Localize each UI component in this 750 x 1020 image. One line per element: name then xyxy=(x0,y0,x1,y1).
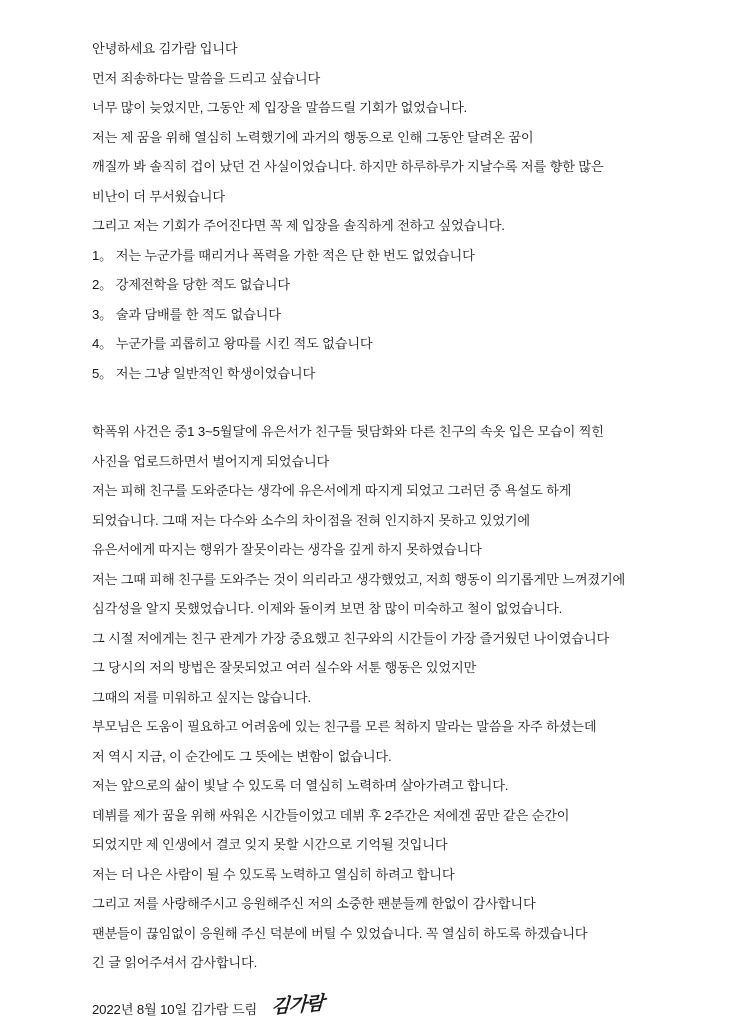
list-item: 1。 저는 누군가를 때리거나 폭력을 가한 적은 단 한 번도 없었습니다 xyxy=(92,247,475,263)
intro-line: 그리고 저는 기회가 주어진다면 꼭 제 입장을 솔직하게 전하고 싶었습니다. xyxy=(92,218,505,233)
intro-paragraph xyxy=(92,34,690,241)
body-line: 그 시절 저에게는 친구 관계가 가장 중요했고 친구와의 시간들이 가장 즐거웠던 나이였습니다 xyxy=(92,630,610,646)
signoff-row xyxy=(92,992,690,1020)
body-line: 되었습니다. 그때 저는 다수와 소수의 차이점을 전혀 인지하지 못하고 있었기에 xyxy=(92,512,530,528)
intro-line: 깨질까 봐 솔직히 겁이 났던 건 사실이었습니다. 하지만 하루하루가 지날수록 저를 향한 많은 xyxy=(92,159,604,174)
body-line: 그 당시의 저의 방법은 잘못되었고 여러 실수와 서툰 행동은 있었지만 xyxy=(92,660,477,675)
body-line: 데뷔를 제가 꿈을 위해 싸워온 시간들이었고 데뷔 후 2주간은 저에겐 꿈만 같은 순간이 xyxy=(92,807,570,823)
body-line: 저 역시 지금, 이 순간에도 그 뜻에는 변함이 없습니다. xyxy=(92,748,392,764)
signoff-spacer xyxy=(92,978,690,994)
list-item: 5。 저는 그냥 일반적인 학생이었습니다 xyxy=(92,365,316,381)
intro-line: 안녕하세요 김가람 입니다 xyxy=(92,41,238,56)
intro-line: 비난이 더 무서웠습니다 xyxy=(92,188,225,204)
body-line: 사진을 업로드하면서 벌어지게 되었습니다 xyxy=(92,453,330,469)
signoff-date: 2022년 8월 10일 김가람 드림 xyxy=(92,1001,258,1017)
handwritten-signature: 김가람 xyxy=(271,992,324,1018)
body-line: 그리고 저를 사랑해주시고 응원해주신 저의 소중한 팬분들께 한없이 감사합니다 xyxy=(92,896,536,911)
body-line: 저는 더 나은 사람이 될 수 있도록 노력하고 열심히 하려고 합니다 xyxy=(92,866,455,882)
body-line: 그때의 저를 미워하고 싶지는 않습니다. xyxy=(92,689,311,705)
intro-line: 저는 제 꿈을 위해 열심히 노력했기에 과거의 행동으로 인해 그동안 달려온 꿈이 xyxy=(92,129,534,145)
list-item: 4。 누군가를 괴롭히고 왕따를 시킨 적도 없습니다 xyxy=(92,336,373,351)
list-item: 2。 강제전학을 당한 적도 없습니다 xyxy=(92,277,290,292)
section-spacer xyxy=(92,388,690,417)
list-item: 3。 술과 담배를 한 적도 없습니다 xyxy=(92,306,281,322)
body-line: 부모님은 도움이 필요하고 어려움에 있는 친구를 모른 척하지 말라는 말씀을 자주 하셨는데 xyxy=(92,719,597,734)
body-line: 저는 앞으로의 삶이 빛날 수 있도록 더 열심히 노력하며 살아가려고 합니다. xyxy=(92,778,509,793)
numbered-claims-list xyxy=(92,241,690,389)
body-line: 저는 피해 친구를 도와준다는 생각에 유은서에게 따지게 되었고 그러던 중 욕설도 하게 xyxy=(92,483,572,498)
body-line: 심각성을 알지 못했었습니다. 이제와 돌이켜 보면 참 많이 미숙하고 철이 없었습니다. xyxy=(92,601,563,616)
body-line: 학폭위 사건은 중1 3~5월달에 유은서가 친구들 뒷담화와 다른 친구의 속옷 입은 모습이 찍힌 xyxy=(92,424,604,439)
main-body-paragraph xyxy=(92,417,690,978)
body-line: 긴 글 읽어주셔서 감사합니다. xyxy=(92,955,258,970)
body-line: 되었지만 제 인생에서 결코 잊지 못할 시간으로 기억될 것입니다 xyxy=(92,837,448,852)
body-line: 저는 그때 피해 친구를 도와주는 것이 의리라고 생각했었고, 저희 행동이 의기롭게만 느껴졌기에 xyxy=(92,571,626,587)
body-line: 유은서에게 따지는 행위가 잘못이라는 생각을 깊게 하지 못하였습니다 xyxy=(92,542,482,557)
document-body xyxy=(92,34,690,1020)
intro-line: 너무 많이 늦었지만, 그동안 제 입장을 말씀드릴 기회가 없었습니다. xyxy=(92,100,468,115)
intro-line: 먼저 죄송하다는 말씀을 드리고 싶습니다 xyxy=(92,70,321,86)
body-line: 팬분들이 끊임없이 응원해 주신 덕분에 버틸 수 있었습니다. 꼭 열심히 하도록 하겠습니다 xyxy=(92,925,588,941)
